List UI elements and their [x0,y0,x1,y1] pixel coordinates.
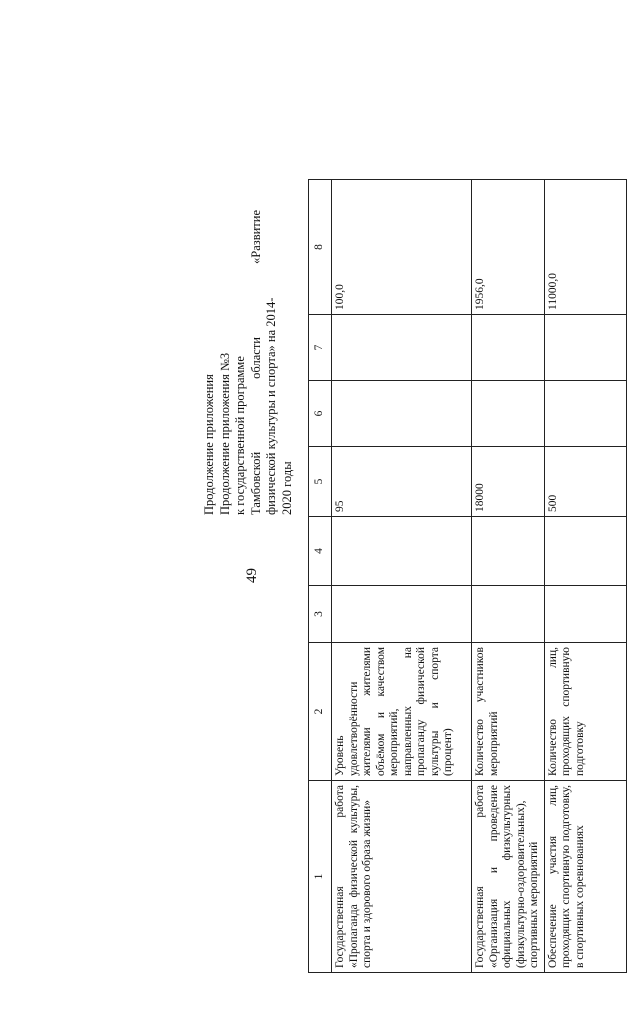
table-cell [332,517,472,586]
header-line-6: 2020 годы [279,461,294,515]
header-line-4-part-a: Тамбовской [248,451,263,515]
column-header: 6 [309,381,332,447]
header-line-4-part-b: области [248,337,263,379]
header-line-2: Продолжение приложения №3 [217,352,232,515]
annex-header [202,210,295,515]
indicators-table [308,179,627,973]
table-cell: Государственная работа «Пропаганда физической культуры, спорта и здорового образа жизни» [332,781,472,973]
table-row [472,180,545,973]
header-line-1: Продолжение приложения [202,374,216,515]
table-cell [332,586,472,643]
table-cell: 500 [544,447,626,517]
table-cell [544,315,626,381]
table-cell: 95 [332,447,472,517]
column-header: 3 [309,586,332,643]
table-cell [472,517,545,586]
table-cell [472,586,545,643]
table-cell [332,381,472,447]
table-row [332,180,472,973]
header-line-5: физической культуры и спорта» на 2014- [264,297,278,515]
table-row [544,180,626,973]
table-cell [544,381,626,447]
column-header: 4 [309,517,332,586]
page-number: 49 [244,568,260,583]
document-page [140,120,640,968]
table-cell: Государственная работа «Организация и проведение официальных физкультурных (физкультурно-оздоровительных), спортивных мероприятий [472,781,545,973]
table-cell: 11000,0 [544,180,626,315]
table-cell [332,315,472,381]
header-line-3: к государственной программе [233,356,247,515]
header-line-4 [249,210,265,515]
table-cell [544,517,626,586]
table-cell: Количество участников мероприятий [472,643,545,781]
table-cell: 18000 [472,447,545,517]
table-cell: Уровень удовлетворённости жителями жителями объёмом и качеством мероприятий, направленных на пропаганду физической культуры и спорта (процент) [332,643,472,781]
rotated-content [140,120,640,1025]
table-cell [544,586,626,643]
header-line-4-part-c: «Развитие [248,210,263,264]
table-cell: Обеспечение участия лиц, проходящих спортивную подготовку, в спортивных соревнованиях [544,781,626,973]
column-header: 7 [309,315,332,381]
column-header: 8 [309,180,332,315]
table-cell: 100,0 [332,180,472,315]
table-cell [472,315,545,381]
table-cell [472,381,545,447]
column-header: 5 [309,447,332,517]
table-cell: Количество лиц, проходящих спортивную подготовку [544,643,626,781]
table-header-row [309,180,332,973]
column-header: 1 [309,781,332,973]
table-cell: 1956,0 [472,180,545,315]
column-header: 2 [309,643,332,781]
